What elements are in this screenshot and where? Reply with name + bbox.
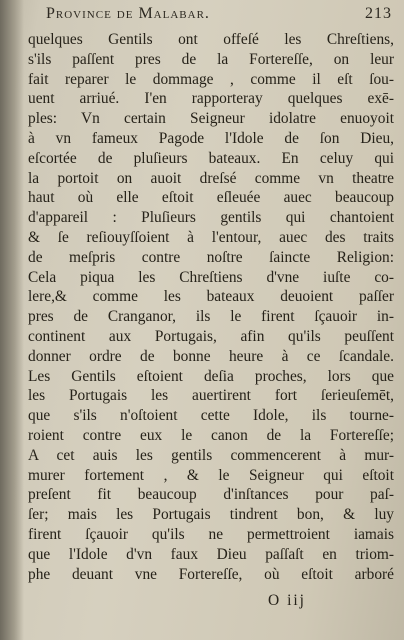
text-line: roient contre eux le canon de la Forterеſſe;: [28, 426, 394, 444]
page-number: 213: [365, 5, 392, 22]
text-line: la portoit on auoit dreſsé comme vn theatre: [28, 169, 394, 187]
text-line: continent aux Portugais, afin qu'ils peuſſent: [28, 327, 394, 345]
text-line: lere,& comme les bateaux deuoient paſſer: [28, 288, 394, 306]
text-line: fait reparer le dommage , comme il eſt ſou-: [28, 70, 394, 88]
text-line: quelques Gentils ont offeſé les Chreſtiens,: [28, 31, 394, 48]
page-gutter-shadow: [0, 0, 24, 640]
running-title: Province de Malabar.: [46, 5, 210, 22]
text-line: A cet auis les gentils commencerent à mur-: [28, 446, 394, 464]
signature-mark: O iij: [268, 592, 306, 609]
text-line: preſent fit beaucoup d'inſtances pour paſ-: [28, 486, 394, 504]
text-line: s'ils paſſent pres de la Forterеſſe, on leur: [28, 50, 394, 68]
text-line: les Portugais les auertirent fort ſerieuſemēt,: [28, 387, 394, 405]
text-line: uent arriué. I'en rapporteray quelques exē-: [28, 90, 394, 108]
running-head: [46, 5, 392, 27]
text-line: d'appareil : Pluſieurs gentils qui chantoient: [28, 209, 394, 227]
text-line: Cela piqua les Chreſtiens d'vne iuſte co-: [28, 268, 394, 286]
text-line: pres de Cranganor, ils le firent ſçauoir in-: [28, 308, 394, 326]
text-line: Les Gentils eſtoient deſia proches, lors que: [28, 367, 394, 385]
text-line: murer fortement , & le Seigneur qui eſtoit: [28, 466, 394, 484]
text-line: que s'ils n'oſtoient cette Idole, ils tourne-: [28, 407, 394, 425]
text-line: à vn fameux Pagode l'Idole de ſon Dieu,: [28, 129, 394, 147]
body-text: [28, 30, 394, 584]
text-line: donner ordre de bonne heure à ce ſcandale.: [28, 347, 394, 365]
text-line: eſcortée de pluſieurs bateaux. En celuy qui: [28, 149, 394, 167]
text-line: que l'Idole d'vn faux Dieu paſſaſt en triom-: [28, 545, 394, 563]
text-line: ſer; mais les Portugais tindrent bon, & luy: [28, 506, 394, 524]
text-line: de meſpris contre noſtre ſaincte Religion:: [28, 248, 394, 266]
text-line: haut où elle eſtoit eſleuée auec beaucoup: [28, 189, 394, 207]
text-line: & ſe reſiouyſſoient à l'entour, auec des traits: [28, 228, 394, 246]
text-line: ples: Vn certain Seigneur idolatre enuoyoit: [28, 110, 394, 128]
text-line: firent ſçauoir qu'ils ne permettroient iamais: [28, 525, 394, 543]
text-line: phe deuant vne Forterеſſe, où eſtoit arboré: [28, 565, 394, 583]
